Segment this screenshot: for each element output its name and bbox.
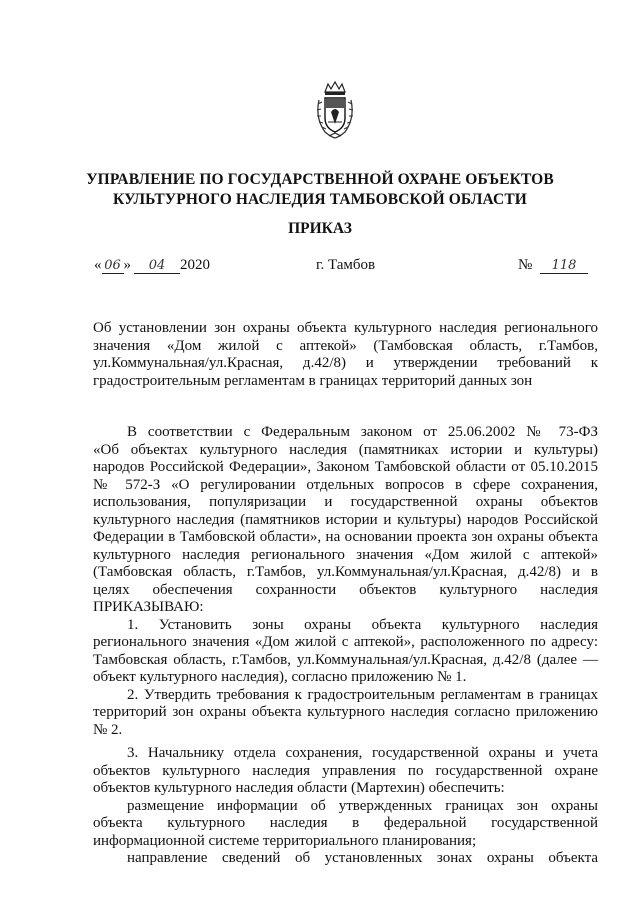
body-line: объектов культурного наследия области (Мартехин) обеспечить: xyxy=(93,780,505,796)
order-body xyxy=(93,424,598,868)
date-year: 2020 xyxy=(180,257,210,273)
order-number-handwritten: 118 xyxy=(540,258,588,274)
body-line: Федерации в Тамбовской области», на основании проекта зон охраны объекта xyxy=(93,529,598,545)
document-type-title: ПРИКАЗ xyxy=(288,220,352,237)
body-line: «Об объектах культурного наследия (памятниках истории и культуры) xyxy=(93,441,598,458)
body-line: информационной системе территориального планирования; xyxy=(93,832,477,849)
body-line: Тамбовская область, г.Тамбов, ул.Коммунальная/ул.Красная, д.42/8 (далее — xyxy=(93,651,598,668)
org-name-line-2: КУЛЬТУРНОГО НАСЛЕДИЯ ТАМБОВСКОЙ ОБЛАСТИ xyxy=(113,191,527,208)
item-1-paragraph xyxy=(93,617,598,687)
organization-name xyxy=(60,170,580,210)
body-line: объекта культурного наследия в федеральной государственной xyxy=(93,815,598,831)
order-city: г. Тамбов xyxy=(316,257,376,273)
order-date xyxy=(94,256,210,274)
item-3-subparagraph xyxy=(93,850,598,868)
body-line: использования, популяризации и государственной охраны объектов xyxy=(93,494,598,510)
body-line: размещение информации об утвержденных границах зон охраны xyxy=(127,797,598,814)
org-name-line-1: УПРАВЛЕНИЕ ПО ГОСУДАРСТВЕННОЙ ОХРАНЕ ОБЪЕКТОВ xyxy=(86,171,554,188)
body-line: (Тамбовская область, г.Тамбов, ул.Коммунальная/ул.Красная, д.42/8) и в xyxy=(93,564,598,580)
body-line: направление сведений об установленных зонах охраны объекта xyxy=(127,850,598,866)
preamble-paragraph xyxy=(93,424,598,617)
number-label: № xyxy=(518,257,533,273)
body-line: 2. Утвердить требования к градостроительным регламентам в границах xyxy=(127,686,598,703)
subject-line: градостроительным регламентам в границах территорий данных зон xyxy=(93,372,533,389)
item-3-subparagraph xyxy=(93,798,598,851)
date-open-quote: « xyxy=(94,257,102,273)
body-line: № 2. xyxy=(93,721,123,738)
body-line: объектов культурного наследия управления по государственной охране xyxy=(93,762,598,779)
coat-of-arms-emblem-icon xyxy=(313,80,357,140)
body-line: регионального значения «Дом жилой с аптекой», расположенного по адресу: xyxy=(93,634,598,650)
date-month-handwritten: 04 xyxy=(134,258,180,274)
subject-line: Об установлении зон охраны объекта культурного наследия регионального xyxy=(93,320,598,336)
body-line: культурного наследия (памятников истории и культуры) народов Российской xyxy=(93,511,598,528)
order-word: ПРИКАЗЫВАЮ: xyxy=(93,599,204,615)
subject-line: ул.Коммунальная/ул.Красная, д.42/8) и утверждении требований к xyxy=(93,355,598,371)
order-subject xyxy=(93,320,598,390)
date-day-handwritten: 06 xyxy=(102,258,124,274)
body-line: В соответствии с Федеральным законом от 25.06.2002 № 73-ФЗ xyxy=(127,424,598,440)
body-line: объект культурного наследия), согласно приложению № 1. xyxy=(93,669,467,685)
order-number xyxy=(518,256,588,274)
body-line: территорий зон охраны объекта культурного наследия согласно приложению xyxy=(93,704,598,720)
item-2-paragraph xyxy=(93,687,598,740)
body-line: народов Российской Федерации», Законом Тамбовской области от 05.10.2015 xyxy=(93,459,598,475)
subject-line: значения «Дом жилой с аптекой» (Тамбовская область, г.Тамбов, xyxy=(93,337,598,354)
body-line: культурного наследия регионального значения «Дом жилой с аптекой» xyxy=(93,546,598,563)
body-line: 1. Установить зоны охраны объекта культурного наследия xyxy=(127,616,598,633)
body-line: № 572-З «О регулировании отдельных вопросов в сфере сохранения, xyxy=(93,476,598,493)
body-line: целях обеспечения сохранности объектов культурного наследия xyxy=(93,581,598,598)
body-line: 3. Начальнику отдела сохранения, государственной охраны и учета xyxy=(127,745,598,761)
date-close-quote: » xyxy=(123,257,131,273)
item-3-paragraph xyxy=(93,745,598,798)
